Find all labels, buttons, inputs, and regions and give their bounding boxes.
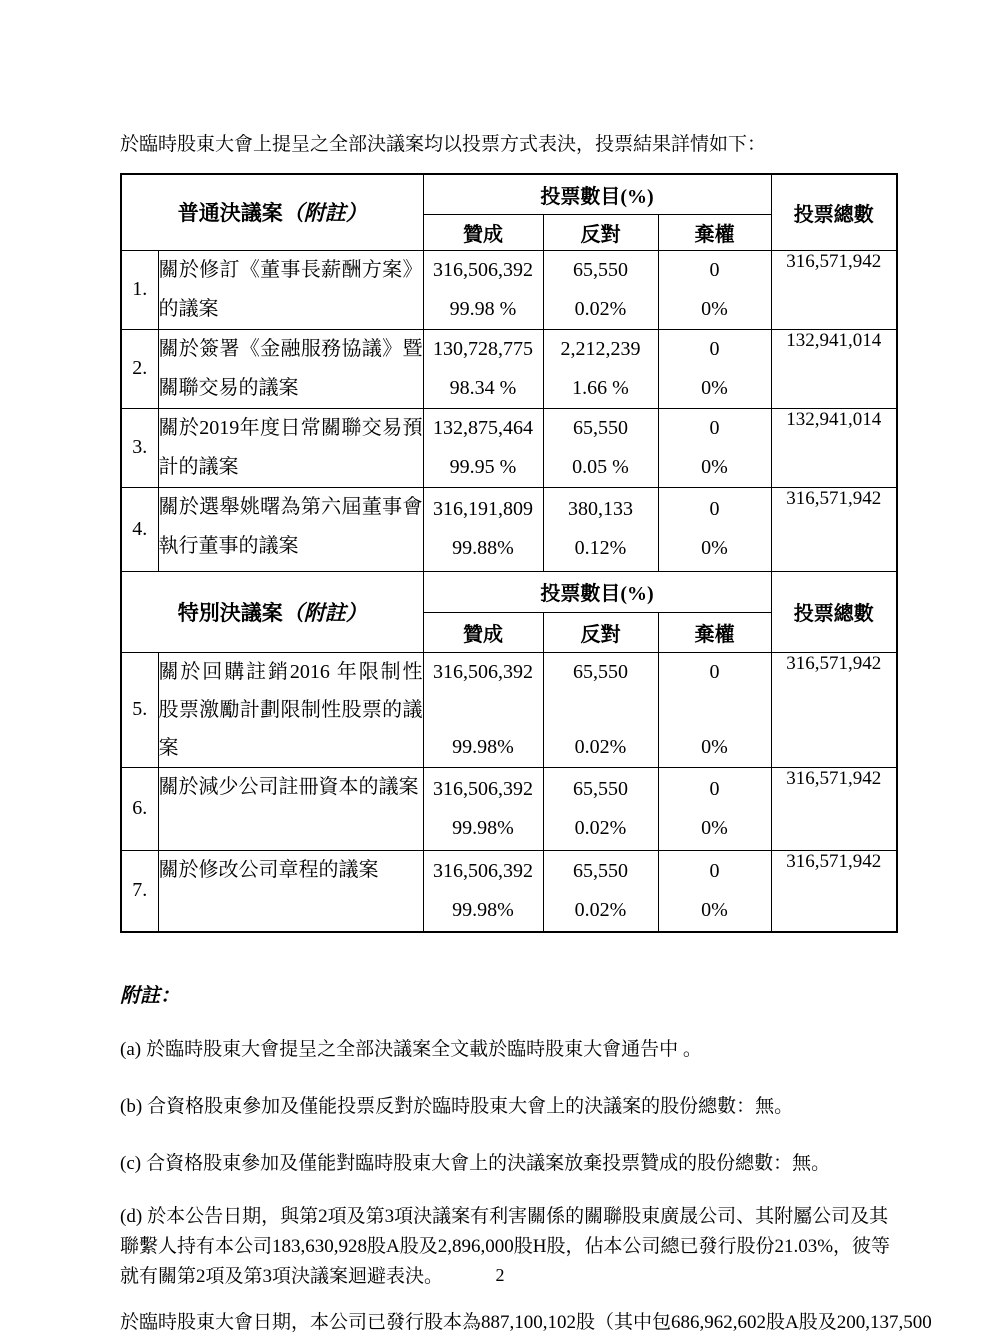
votes-against-pct: 0.02% [574, 735, 627, 758]
votes-abstain-cell [658, 408, 771, 487]
votes-abstain-count: 0 [709, 337, 720, 360]
votes-for-cell [423, 487, 543, 571]
votes-for-pct: 98.34 % [449, 376, 517, 399]
votes-for-pct: 99.88% [452, 537, 514, 559]
row-number: 3. [121, 408, 158, 487]
votes-total: 316,571,942 [771, 250, 897, 329]
col-header-for: 贊成 [423, 214, 543, 250]
votes-count-header: 投票數目(%) [423, 174, 771, 214]
total-votes-header: 投票總數 [771, 571, 897, 652]
votes-for-cell [423, 408, 543, 487]
resolution-row-7 [121, 850, 897, 932]
row-number: 6. [121, 767, 158, 850]
note-label: (c) [120, 1153, 142, 1174]
votes-against-count: 2,212,239 [560, 337, 641, 360]
col-header-against: 反對 [543, 612, 658, 652]
ordinary-header-row [121, 174, 897, 214]
votes-total: 316,571,942 [771, 850, 897, 932]
row-number: 2. [121, 329, 158, 408]
col-header-against: 反對 [543, 214, 658, 250]
row-number: 1. [121, 250, 158, 329]
page-content [120, 131, 932, 1333]
votes-for-cell [423, 652, 543, 767]
votes-abstain-pct: 0% [701, 816, 728, 839]
resolution-text: 關於回購註銷2016 年限制性股票激勵計劃限制性股票的議案 [158, 652, 423, 767]
closing-paragraph: 於臨時股東大會日期，本公司已發行股本為887,100,102股（其中包686,962,602股A股及200,137,500 [120, 1312, 932, 1333]
resolution-row-3 [121, 408, 897, 487]
special-header-row [121, 571, 897, 612]
resolution-text: 關於簽署《金融服務協議》暨關聯交易的議案 [158, 329, 423, 408]
votes-for-count: 316,506,392 [433, 660, 533, 683]
votes-against-pct: 0.02% [574, 898, 627, 921]
notes-heading: 附註： [120, 985, 180, 1007]
votes-for-pct: 99.95 % [449, 455, 517, 478]
votes-against-count: 65,550 [573, 660, 628, 683]
votes-abstain-count: 0 [709, 258, 720, 281]
resolution-text: 關於2019年度日常關聯交易預計的議案 [158, 408, 423, 487]
votes-abstain-cell [658, 850, 771, 932]
resolution-text: 關於修改公司章程的議案 [158, 850, 423, 932]
votes-for-pct: 99.98% [452, 898, 514, 921]
votes-abstain-count: 0 [709, 777, 720, 800]
row-number: 4. [121, 487, 158, 571]
votes-abstain-count: 0 [709, 498, 720, 520]
votes-against-count: 65,550 [573, 777, 628, 800]
ordinary-title-note: （附註） [282, 201, 367, 226]
resolution-row-5 [121, 652, 897, 767]
votes-total: 316,571,942 [771, 652, 897, 767]
votes-abstain-pct: 0% [701, 537, 728, 559]
votes-against-pct: 0.02% [574, 297, 627, 320]
votes-for-count: 316,506,392 [433, 258, 533, 281]
note-label: (a) [120, 1039, 142, 1060]
note-text: 於本公告日期，與第2項及第3項決議案有利害關係的關聯股東廣晟公司、其附屬公司及其聯繫人持有本公司183,630,928股A股及2,896,000股H股，佔本公司總已發行股份21.03%，彼等就有關第2項及第3項決議案迴避表決。 [120, 1206, 891, 1287]
votes-against-cell [543, 408, 658, 487]
votes-abstain-count: 0 [709, 416, 720, 439]
votes-abstain-pct: 0% [701, 455, 728, 478]
votes-against-cell [543, 652, 658, 767]
note-item-b [120, 1092, 906, 1122]
votes-abstain-count: 0 [709, 660, 720, 683]
votes-count-header: 投票數目(%) [423, 571, 771, 612]
note-text: 合資格股東參加及僅能投票反對於臨時股東大會上的決議案的股份總數：無。 [147, 1096, 794, 1117]
total-votes-header: 投票總數 [771, 174, 897, 250]
votes-for-count: 130,728,775 [433, 337, 533, 360]
col-header-abstain: 棄權 [658, 612, 771, 652]
votes-total: 316,571,942 [771, 487, 897, 571]
votes-against-cell [543, 329, 658, 408]
note-item-a [120, 1035, 906, 1065]
votes-total: 132,941,014 [771, 408, 897, 487]
note-item-c [120, 1149, 906, 1179]
resolution-text: 關於減少公司註冊資本的議案 [158, 767, 423, 850]
votes-abstain-cell [658, 487, 771, 571]
resolution-text: 關於選舉姚曙為第六屆董事會執行董事的議案 [158, 487, 423, 571]
votes-against-count: 380,133 [568, 498, 633, 520]
votes-for-pct: 99.98% [452, 735, 514, 758]
votes-against-count: 65,550 [573, 859, 628, 882]
note-text: 於臨時股東大會提呈之全部決議案全文載於臨時股東大會通告中 。 [146, 1039, 702, 1060]
votes-abstain-count: 0 [709, 859, 720, 882]
votes-total: 132,941,014 [771, 329, 897, 408]
votes-against-pct: 0.02% [574, 816, 627, 839]
note-label: (d) [120, 1206, 143, 1227]
votes-for-cell [423, 329, 543, 408]
votes-for-count: 132,875,464 [433, 416, 533, 439]
col-header-for: 贊成 [423, 612, 543, 652]
resolution-row-6 [121, 767, 897, 850]
votes-for-pct: 99.98% [452, 816, 514, 839]
note-text: 合資格股東參加及僅能對臨時股東大會上的決議案放棄投票贊成的股份總數：無。 [146, 1153, 831, 1174]
special-title-note: （附註） [282, 600, 367, 625]
votes-against-pct: 0.12% [574, 537, 627, 559]
special-title-cell [121, 571, 423, 652]
votes-against-cell [543, 850, 658, 932]
votes-for-pct: 99.98 % [449, 297, 517, 320]
votes-against-count: 65,550 [573, 416, 628, 439]
votes-abstain-cell [658, 652, 771, 767]
votes-against-pct: 0.05 % [572, 455, 629, 478]
votes-for-count: 316,191,809 [433, 498, 533, 520]
votes-for-count: 316,506,392 [433, 859, 533, 882]
votes-against-cell [543, 250, 658, 329]
intro-text: 於臨時股東大會上提呈之全部決議案均以投票方式表決，投票結果詳情如下： [120, 134, 767, 155]
ordinary-title-cell [121, 174, 423, 250]
votes-abstain-pct: 0% [701, 376, 728, 399]
votes-abstain-cell [658, 329, 771, 408]
page-number: 2 [495, 1265, 505, 1285]
resolution-row-2 [121, 329, 897, 408]
votes-against-count: 65,550 [573, 258, 628, 281]
resolution-row-1 [121, 250, 897, 329]
votes-against-cell [543, 767, 658, 850]
row-number: 7. [121, 850, 158, 932]
votes-abstain-cell [658, 767, 771, 850]
votes-against-pct: 1.66 % [572, 376, 629, 399]
votes-against-cell [543, 487, 658, 571]
special-title: 特別決議案 [177, 600, 283, 625]
votes-for-count: 316,506,392 [433, 777, 533, 800]
votes-abstain-cell [658, 250, 771, 329]
votes-for-cell [423, 767, 543, 850]
row-number: 5. [121, 652, 158, 767]
votes-for-cell [423, 850, 543, 932]
voting-results-table [120, 173, 898, 933]
votes-abstain-pct: 0% [701, 735, 728, 758]
votes-abstain-pct: 0% [701, 898, 728, 921]
ordinary-title: 普通決議案 [177, 201, 283, 226]
resolution-text: 關於修訂《董事長薪酬方案》的議案 [158, 250, 423, 329]
col-header-abstain: 棄權 [658, 214, 771, 250]
votes-for-cell [423, 250, 543, 329]
resolution-row-4 [121, 487, 897, 571]
votes-total: 316,571,942 [771, 767, 897, 850]
votes-abstain-pct: 0% [701, 297, 728, 320]
note-label: (b) [120, 1096, 143, 1117]
